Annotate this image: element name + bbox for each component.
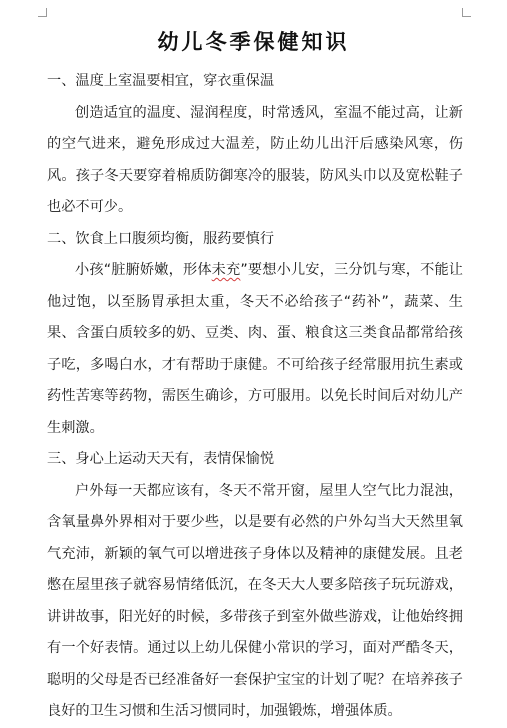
section-2-heading: 二、饮食上口腹须均衡，服药要慎行 xyxy=(47,230,275,247)
page-corner-mark-left xyxy=(38,8,47,17)
document-body xyxy=(47,66,463,728)
section-3-paragraph: 户外每一天都应该有，冬天不常开窗，屋里人空气比力混浊，含氧量鼻外界相对于要少些，以是要有必然的户外勾当大天然里氧气充沛，新颖的氧气可以增进孩子身体以及精神的康健发展。且老憋在屋里孩子就容易情绪低沉，在冬天大人要多陪孩子玩玩游戏，讲讲故事，阳光好的时候，多带孩子到室外做些游戏，让他始终拥有一个好表情。通过以上幼儿保健小常识的学习，面对严酷冬天，聪明的父母是否已经准备好一套保护宝宝的计划了呢？在培养孩子良好的卫生习惯和生活习惯同时，加强锻炼，增强体质。 xyxy=(47,482,463,719)
section-3-heading: 三、身心上运动天天有，表情保愉悦 xyxy=(47,451,275,467)
section-2-text-part-1: 小孩“脏腑娇嫩，形体 xyxy=(75,262,212,278)
page-corner-mark-right xyxy=(462,8,471,17)
section-1-heading: 一、温度上室温要相宜，穿衣重保温 xyxy=(47,73,275,89)
section-2-text-part-3: ”要想小儿安，三分饥与寒，不能让他过饱，以至肠胃承担太重，冬天不必给孩子“药补”，蔬菜、生果、含蛋白质较多的奶、豆类、肉、蛋、粮食这三类食品都常给孩子吃，多喝白水，才有帮助于康健。不可给孩子经常服用抗生素或药性苦寒等药物，需医生确诊，方可服用。以免长时间后对幼儿产生刺激。 xyxy=(47,262,463,436)
section-2-paragraph xyxy=(47,255,463,444)
document-title: 幼儿冬季保健知识 xyxy=(157,29,350,54)
spellcheck-underlined-word: 未充 xyxy=(211,262,241,278)
section-1-paragraph: 创造适宜的温度、湿润程度，时常透风，室温不能过高，让新的空气进来，避免形成过大温差，防止幼儿出汗后感染风寒，伤风。孩子冬天要穿着棉质防御寒冷的服装，防风头巾以及宽松鞋子也必不可少。 xyxy=(47,104,463,215)
